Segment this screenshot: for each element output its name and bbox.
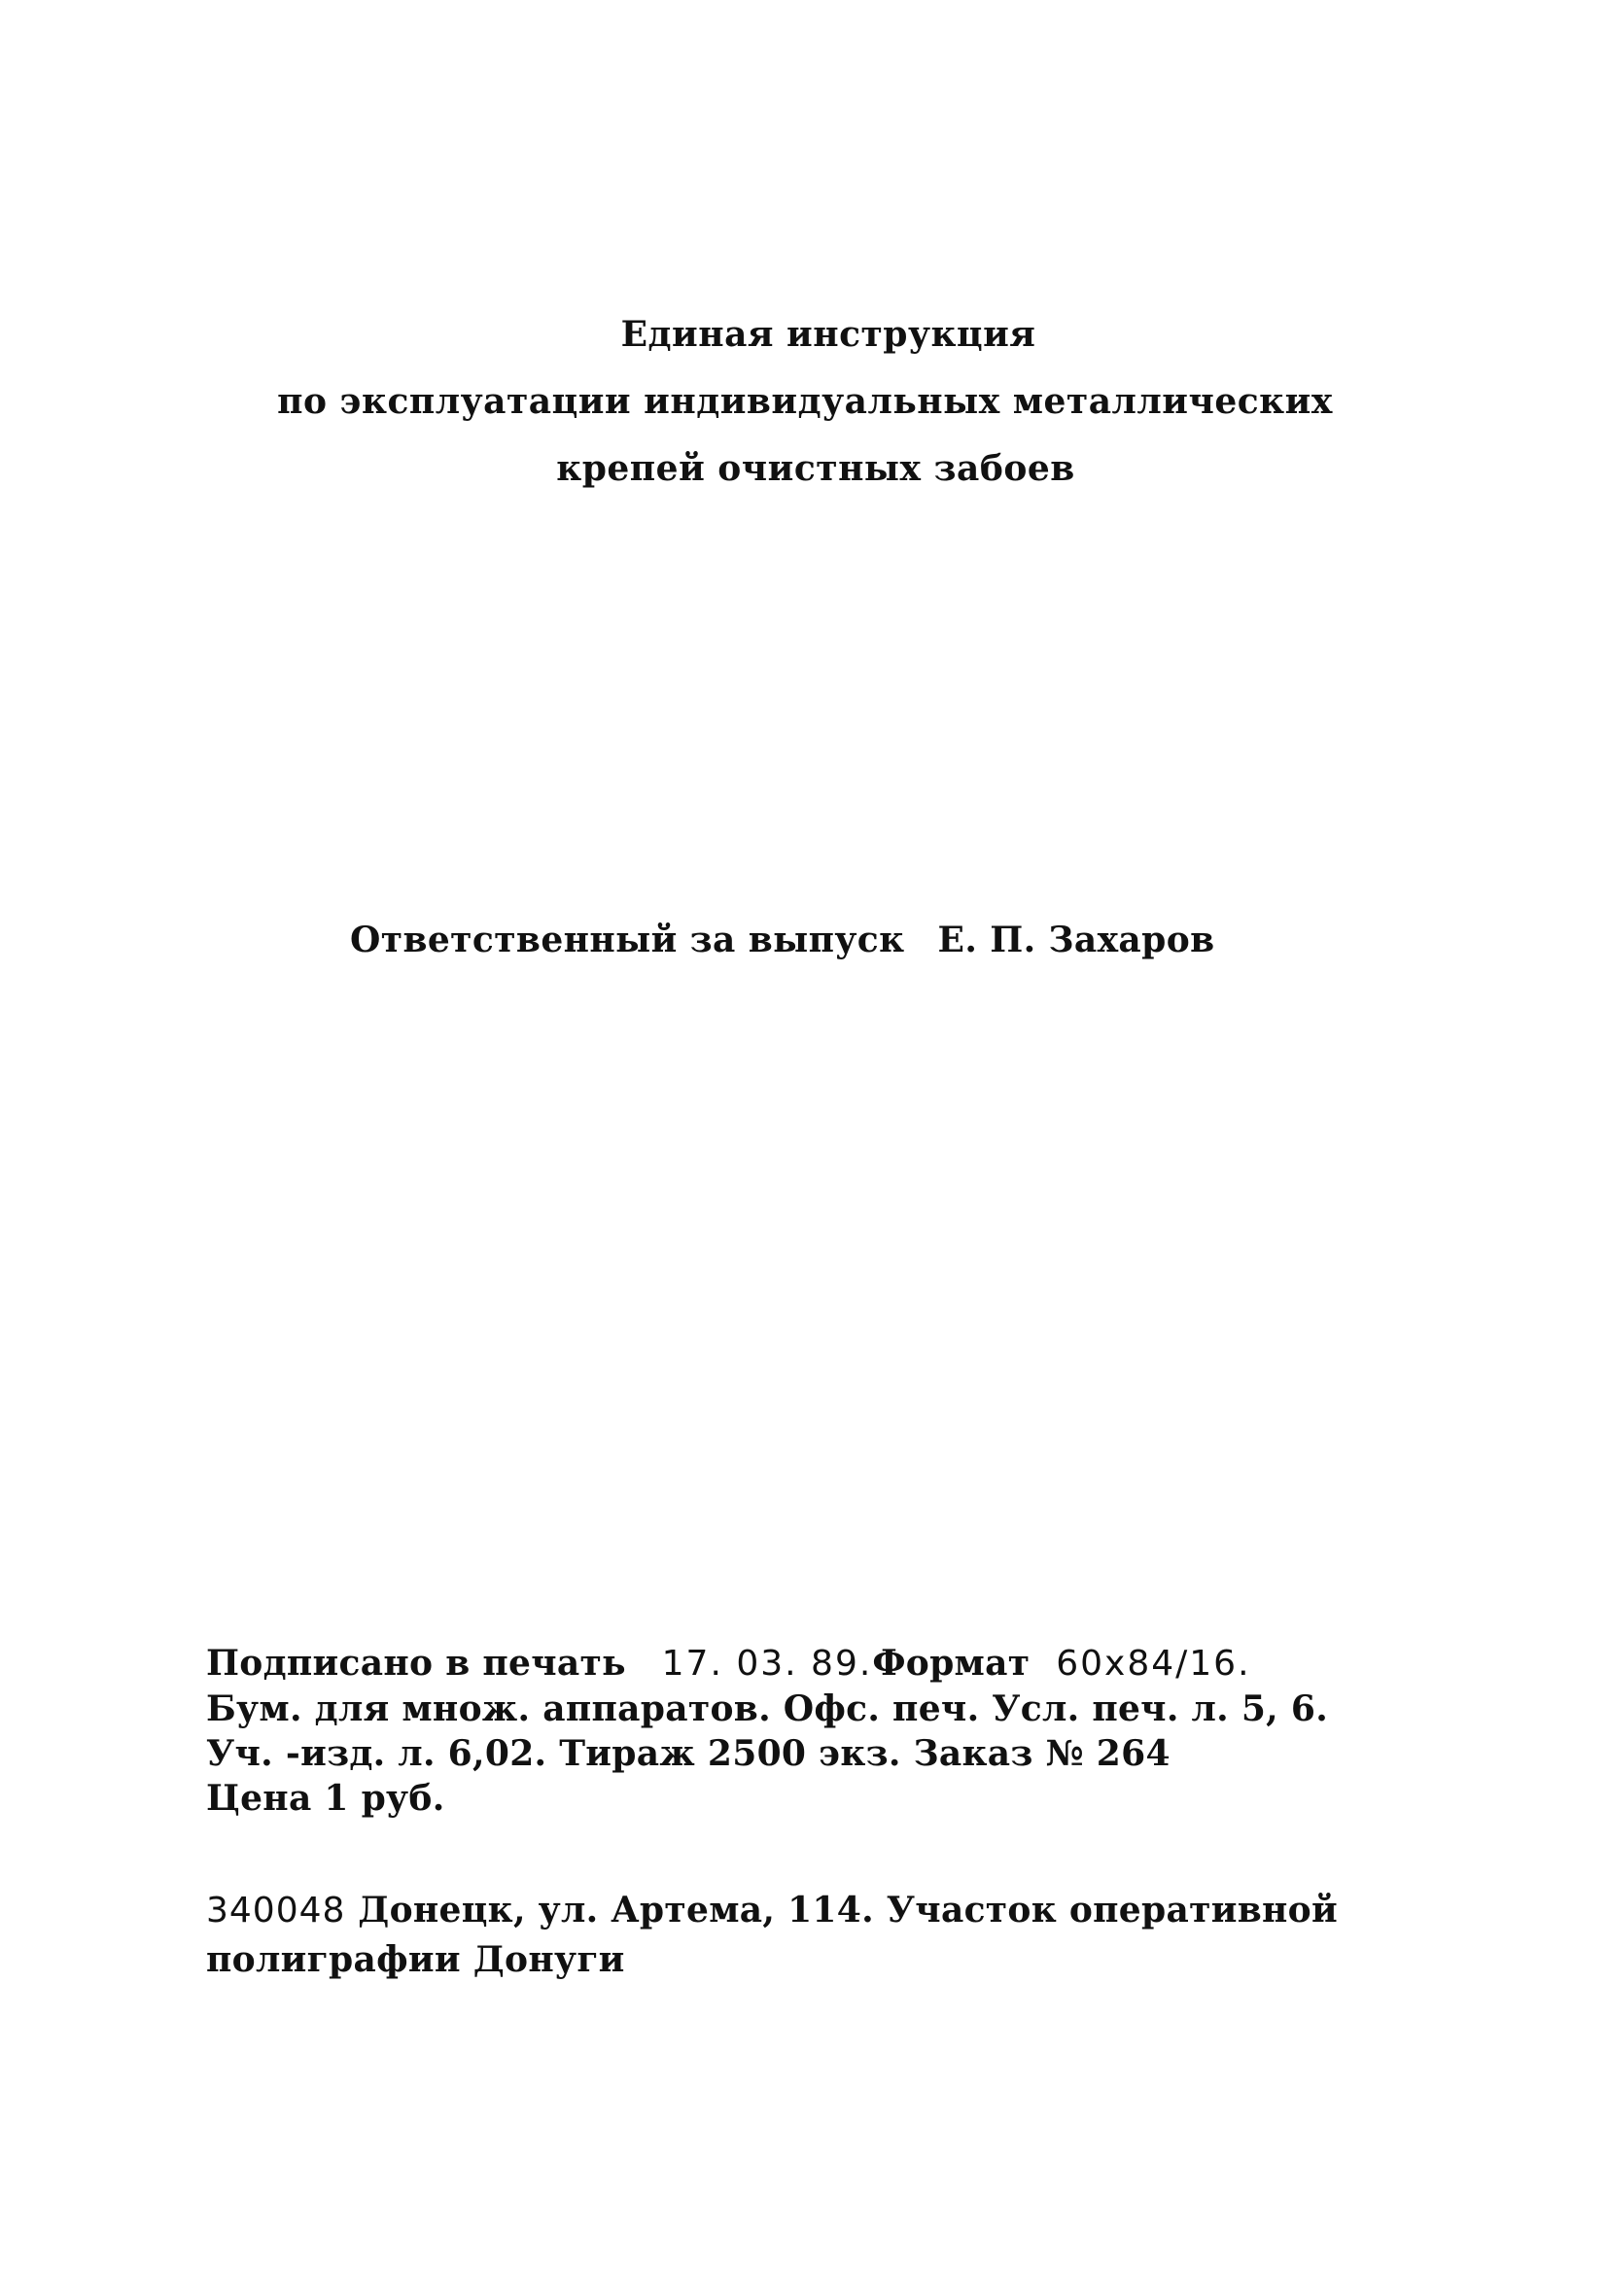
format-label: Формат xyxy=(872,1643,1031,1684)
responsible-name: Е. П. Захаров xyxy=(937,920,1215,960)
responsible-editor xyxy=(350,920,1215,960)
imprint-row-signed xyxy=(206,1641,1328,1687)
signed-label: Подписано в печать xyxy=(206,1643,626,1684)
imprint-row-volume: Уч. -изд. л. 6,02. Тираж 2500 экз. Заказ № 264 xyxy=(206,1733,1171,1774)
imprint-row-paper: Бум. для множ. аппаратов. Офс. печ. Усл. печ. л. 5, 6. xyxy=(206,1688,1329,1729)
signed-date: 17. 03. 89. xyxy=(661,1644,873,1684)
responsible-label: Ответственный за выпуск xyxy=(350,920,905,960)
imprint-row-price: Цена 1 руб. xyxy=(206,1778,445,1819)
document-title xyxy=(0,301,1608,503)
address-row-1 xyxy=(206,1886,1338,1935)
postal-code: 340048 xyxy=(206,1891,346,1931)
title-line-1: Единая инструкция xyxy=(620,314,1036,355)
title-line-3: крепей очистных забоев xyxy=(556,448,1075,489)
printer-address xyxy=(206,1886,1338,1984)
title-line-2: по эксплуатации индивидуальных металлических xyxy=(277,381,1333,422)
address-street: Донецк, ул. Артема, 114. Участок оперативной xyxy=(358,1890,1338,1931)
publication-imprint xyxy=(206,1641,1328,1821)
address-row-2: полиграфии Донуги xyxy=(206,1939,625,1980)
format-value: 60x84/16. xyxy=(1056,1644,1251,1684)
